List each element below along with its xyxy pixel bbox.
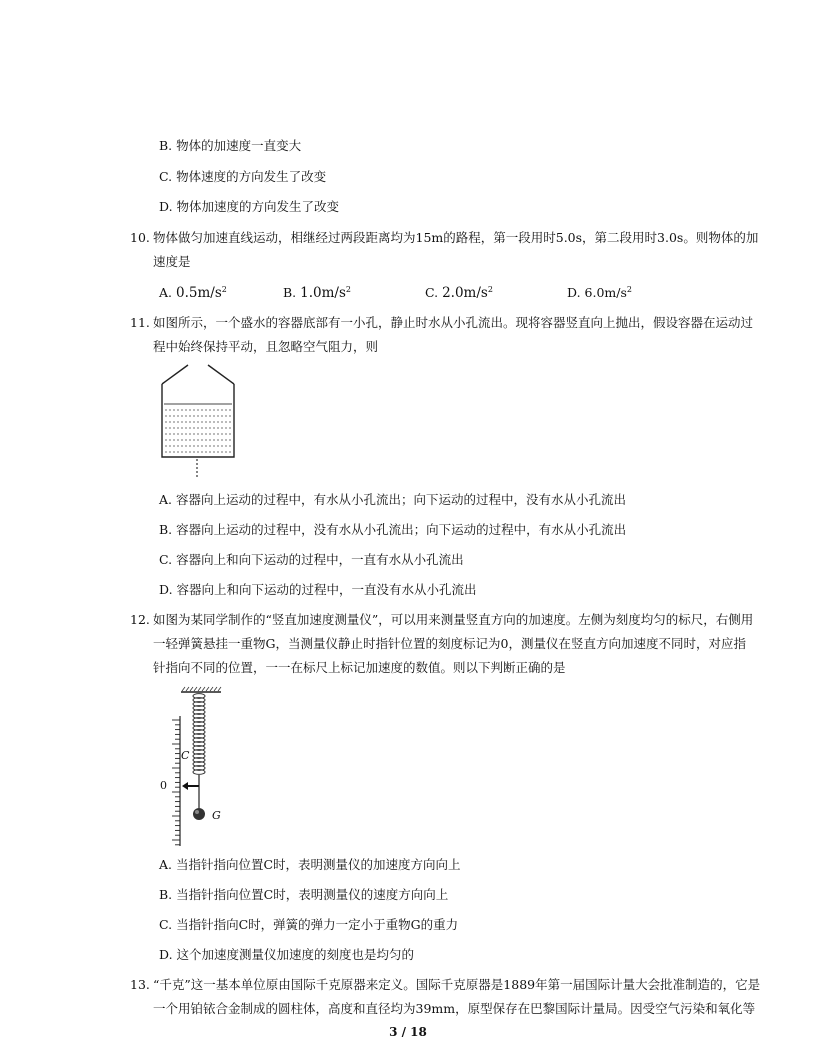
q12-option-a: A. 当指针指向位置C时，表明测量仪的加速度方向向上	[159, 857, 461, 872]
fig-label-c: C	[181, 749, 190, 762]
q10-option-d: D. $6.0m/s^2$	[567, 284, 632, 300]
q11-number: 11.	[130, 315, 150, 330]
water-container-figure	[160, 364, 240, 479]
q12-text-line-1: 如图为某同学制作的“竖直加速度测量仪”，可以用来测量竖直方向的加速度。左侧为刻度均匀的标尺，右侧用	[153, 612, 754, 627]
q13-number: 13.	[130, 977, 150, 992]
accelerometer-figure	[155, 686, 235, 846]
q10-option-b: B. $1.0m/s^2$	[283, 284, 351, 301]
q12-option-c: C. 当指针指向C时，弹簧的弹力一定小于重物G的重力	[159, 917, 459, 932]
q12-option-d: D. 这个加速度测量仪加速度的刻度也是均匀的	[159, 947, 415, 962]
q12-text-line-3: 针指向不同的位置，一一在标尺上标记加速度的数值。则以下判断正确的是	[153, 660, 566, 675]
page-number: 3 / 18	[389, 1025, 427, 1039]
q12-option-b: B. 当指针指向位置C时，表明测量仪的速度方向向上	[159, 887, 449, 902]
q13-text-line-2: 一个用铂铱合金制成的圆柱体，高度和直径均为39mm，原型保存在巴黎国际计量局。因受空气污染和氧化等	[153, 1001, 756, 1016]
q10-option-c: C. $2.0m/s^2$	[425, 284, 493, 301]
q9-option-d: D. 物体加速度的方向发生了改变	[159, 199, 340, 214]
q10-number: 10.	[130, 230, 150, 245]
q9-option-c: C. 物体速度的方向发生了改变	[159, 169, 327, 184]
fig-label-zero: 0	[160, 779, 167, 792]
q12-text-line-2: 一轻弹簧悬挂一重物G，当测量仪静止时指针位置的刻度标记为0，测量仪在竖直方向加速度不同时，对应指	[153, 636, 746, 651]
q11-option-a: A. 容器向上运动的过程中，有水从小孔流出；向下运动的过程中，没有水从小孔流出	[159, 492, 626, 507]
q11-option-d: D. 容器向上和向下运动的过程中，一直没有水从小孔流出	[159, 582, 477, 597]
q11-text-line-1: 如图所示，一个盛水的容器底部有一小孔，静止时水从小孔流出。现将容器竖直向上抛出，假设容器在运动过	[153, 315, 754, 330]
q11-option-b: B. 容器向上运动的过程中，没有水从小孔流出；向下运动的过程中，有水从小孔流出	[159, 522, 627, 537]
q12-number: 12.	[130, 612, 150, 627]
q10-option-a: A. $0.5m/s^2$	[159, 284, 227, 301]
fig-label-g: G	[212, 809, 221, 822]
q11-text-line-2: 程中始终保持平动，且忽略空气阻力，则	[153, 339, 379, 354]
q11-option-c: C. 容器向上和向下运动的过程中，一直有水从小孔流出	[159, 552, 464, 567]
q10-text-line-2: 速度是	[153, 254, 191, 269]
q10-text-line-1: 物体做匀加速直线运动，相继经过两段距离均为15m的路程，第一段用时5.0s，第二段用时3.0s。则物体的加	[153, 230, 759, 245]
q13-text-line-1: “千克”这一基本单位原由国际千克原器来定义。国际千克原器是1889年第一届国际计量大会批准制造的，它是	[153, 977, 761, 992]
q9-option-b: B. 物体的加速度一直变大	[159, 138, 302, 153]
